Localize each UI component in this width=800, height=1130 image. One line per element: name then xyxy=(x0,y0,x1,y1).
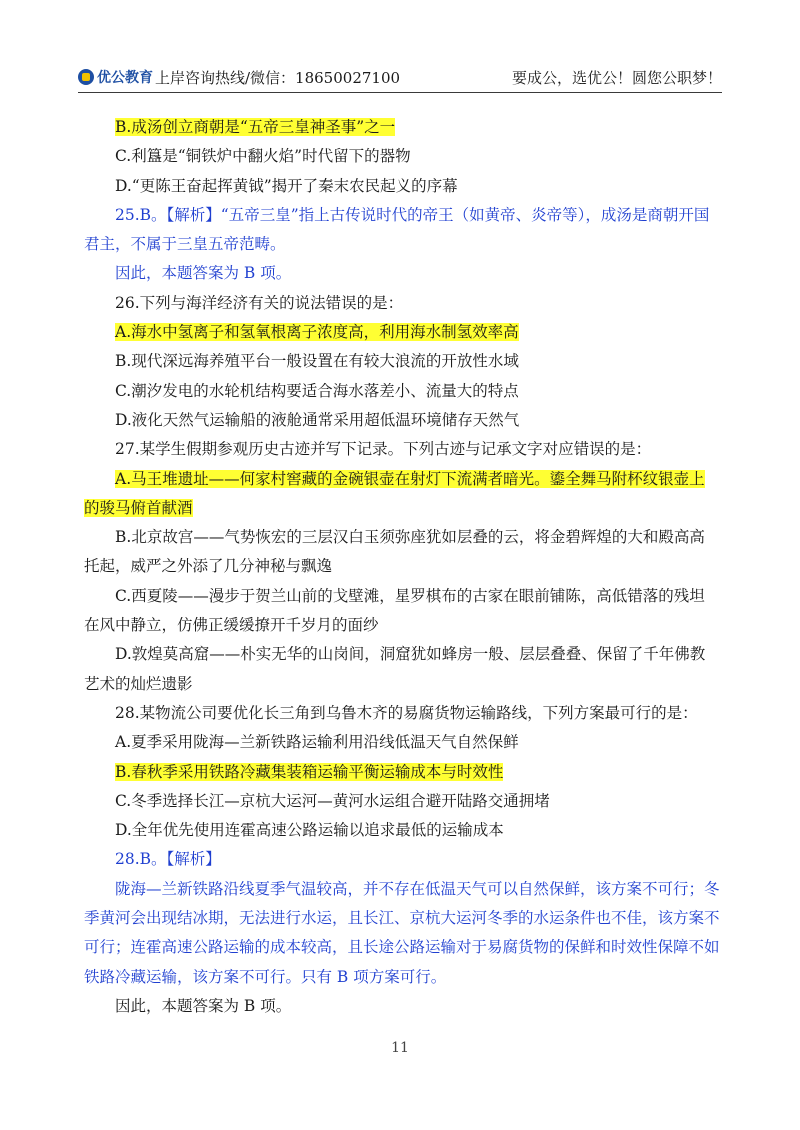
analysis-28-body: 陇海—兰新铁路沿线夏季气温较高，并不存在低温天气可以自然保鲜，该方案不可行；冬季黄河会出现结冰期，无法进行水运，且长江、京杭大运河冬季的水运条件也不佳，该方案不可行；连霍高速公路运输的成本较高，且长途公路运输对于易腐货物的保鲜和时效性保障不如铁路冷藏运输，该方案不可行。只有 B 项方案可行。 xyxy=(84,879,720,986)
option-27c: C.西夏陵——漫步于贺兰山前的戈壁滩，星罗棋布的古家在眼前铺陈，高低错落的残坦在风中静立，仿佛正缓缓撩开千岁月的面纱 xyxy=(84,586,705,635)
option-27d: D.敦煌莫高窟——朴实无华的山岗间，洞窟犹如蜂房一般、层层叠叠、保留了千年佛教艺术的灿烂遗影 xyxy=(84,645,706,693)
option-25d: D.“更陈王奋起挥黄钺”揭开了秦末农民起义的序幕 xyxy=(115,176,458,195)
option-26c: C.潮汐发电的水轮机结构要适合海水落差小、流量大的特点 xyxy=(115,381,519,400)
page-header xyxy=(78,62,722,93)
highlighted-text: B.成汤创立商朝是“五帝三皇神圣事”之一 xyxy=(115,118,396,136)
question-28: 28.某物流公司要优化长三角到乌鲁木齐的易腐货物运输路线，下列方案最可行的是： xyxy=(115,703,698,722)
option-28d: D.全年优先使用连霍高速公路运输以追求最低的运输成本 xyxy=(115,821,504,840)
option-25c: C.利簋是“铜铁炉中翻火焰”时代留下的器物 xyxy=(115,147,411,166)
brand-logo xyxy=(78,67,153,87)
slogan-text: 要成公，选优公！圆您公职梦！ xyxy=(511,68,722,87)
option-26b: B.现代深远海养殖平台一般设置在有较大浪流的开放性水域 xyxy=(115,352,519,371)
option-27a xyxy=(84,465,720,524)
option-26a xyxy=(84,318,720,347)
logo-text: 优公教育 xyxy=(97,70,153,86)
option-25b xyxy=(84,113,720,142)
answer-25: 因此，本题答案为 B 项。 xyxy=(115,264,292,283)
question-27: 27.某学生假期参观历史古迹并写下记录。下列古迹与记承文字对应错误的是： xyxy=(115,440,652,459)
question-26: 26.下列与海洋经济有关的说法错误的是： xyxy=(115,293,404,312)
highlighted-text: B.春秋季采用铁路冷藏集装箱运输平衡运输成本与时效性 xyxy=(115,762,504,781)
highlighted-text: A.海水中氢离子和氢氧根离子浓度高，利用海水制氢效率高 xyxy=(115,323,519,342)
logo-icon xyxy=(78,69,94,85)
hotline-text: 上岸咨询热线/微信：18650027100 xyxy=(155,68,401,87)
highlighted-text: A.马王堆遗址——何家村窖藏的金碗银壶在射灯下流满者暗光。鎏全舞马附杯纹银壶上的骏马俯首献酒 xyxy=(84,469,705,517)
analysis-25: 25.B。【解析】“五帝三皇”指上古传说时代的帝王（如黄帝、炎帝等），成汤是商朝开国君主，不属于三皇五帝范畴。 xyxy=(84,205,710,254)
page-number: 11 xyxy=(391,1040,409,1056)
option-27b: B.北京故宫——气势恢宏的三层汉白玉须弥座犹如层叠的云，将金碧辉煌的大和殿高高托起，威严之外添了几分神秘与飘逸 xyxy=(84,528,705,576)
answer-28: 因此，本题答案为 B 项。 xyxy=(115,996,292,1015)
option-28a: A.夏季采用陇海—兰新铁路运输利用沿线低温天气自然保鲜 xyxy=(115,733,519,752)
option-28c: C.冬季选择长江—京杭大运河—黄河水运组合避开陆路交通拥堵 xyxy=(115,791,550,810)
option-26d: D.液化天然气运输船的液舱通常采用超低温环境储存天然气 xyxy=(115,410,520,429)
analysis-28-heading: 28.B。【解析】 xyxy=(115,850,221,869)
document-body xyxy=(84,113,720,1021)
option-28b xyxy=(84,758,720,787)
